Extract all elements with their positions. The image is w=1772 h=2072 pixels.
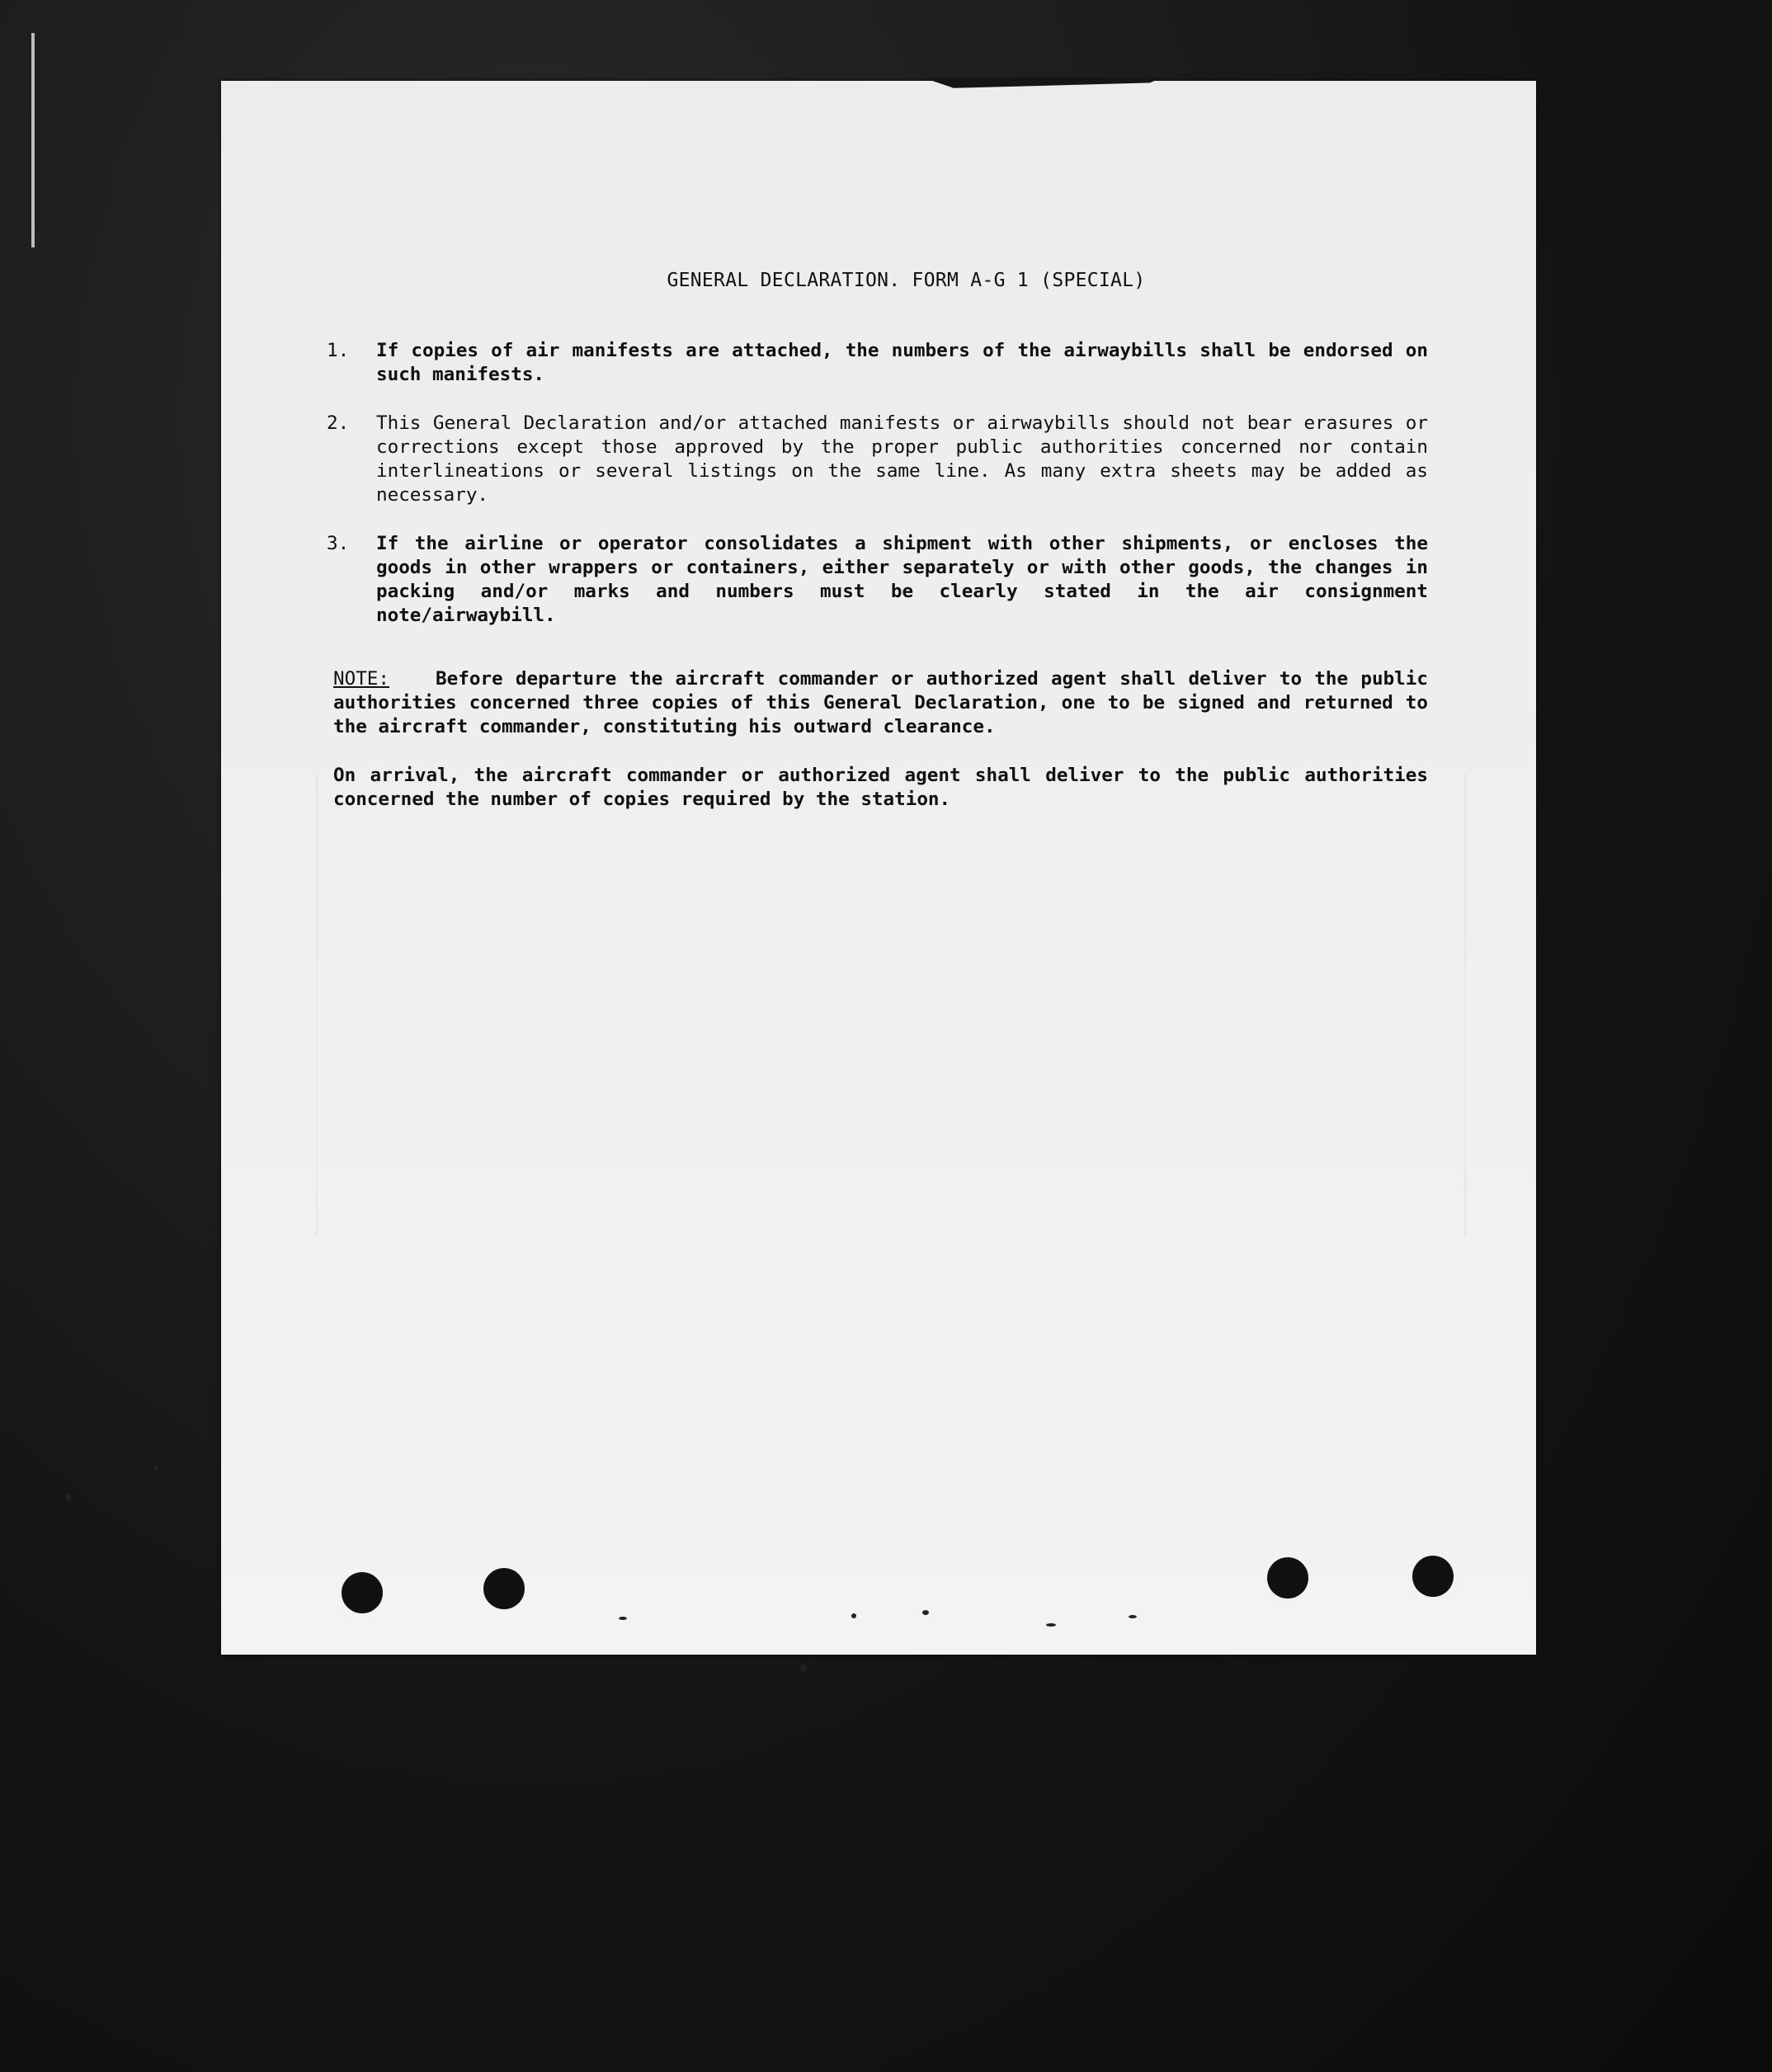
instruction-item-3 — [327, 532, 1428, 628]
note-paragraph — [327, 667, 1428, 739]
item-number: 3. — [327, 533, 350, 554]
document-page — [221, 81, 1536, 1655]
note-label: NOTE: — [333, 668, 390, 690]
instruction-item-1 — [327, 339, 1428, 387]
show-through-form-lines — [316, 774, 1466, 1236]
punch-hole — [1412, 1556, 1454, 1597]
item-text: This General Declaration and/or attached manifests or airwaybills should not bear erasures or corrections except those approved by the proper public authorities concerned nor contain interlineations or several listings on the same line. As many extra sheets may be added as necessary. — [376, 412, 1428, 506]
item-number: 2. — [327, 412, 350, 434]
paper-tear — [931, 78, 1162, 91]
dust-speck — [851, 1613, 856, 1618]
film-edge-mark — [31, 33, 35, 247]
arrival-paragraph: On arrival, the aircraft commander or authorized agent shall deliver to the public authorities concerned the number of copies required by the station. — [333, 765, 1428, 810]
form-title: GENERAL DECLARATION. FORM A-G 1 (SPECIAL) — [667, 270, 1146, 291]
dust-speck — [800, 1665, 807, 1671]
document-content — [327, 269, 1428, 812]
punch-hole — [342, 1572, 383, 1613]
note-text: Before departure the aircraft commander or authorized agent shall deliver to the public authorities concerned three copies of this General Declaration, one to be signed and returned to the aircraft commander, constituting his outward clearance. — [333, 668, 1428, 737]
dust-speck — [922, 1610, 929, 1615]
punch-hole — [1267, 1557, 1308, 1599]
dust-speck — [1129, 1615, 1137, 1618]
item-text: If the airline or operator consolidates a shipment with other shipments, or encloses the goods in other wrappers or containers, either separately or with other goods, the changes in packing and/or marks and numbers must be clearly stated in the air consignment note/airwaybill. — [376, 533, 1428, 626]
item-text: If copies of air manifests are attached, the numbers of the airwaybills shall be endorsed on such manifests. — [376, 340, 1428, 385]
dust-speck — [66, 1493, 71, 1501]
instruction-item-2 — [327, 412, 1428, 507]
dust-speck — [619, 1617, 627, 1620]
punch-hole — [483, 1568, 525, 1609]
item-number: 1. — [327, 340, 350, 361]
dust-speck — [1046, 1623, 1056, 1627]
dust-speck — [153, 1465, 158, 1470]
